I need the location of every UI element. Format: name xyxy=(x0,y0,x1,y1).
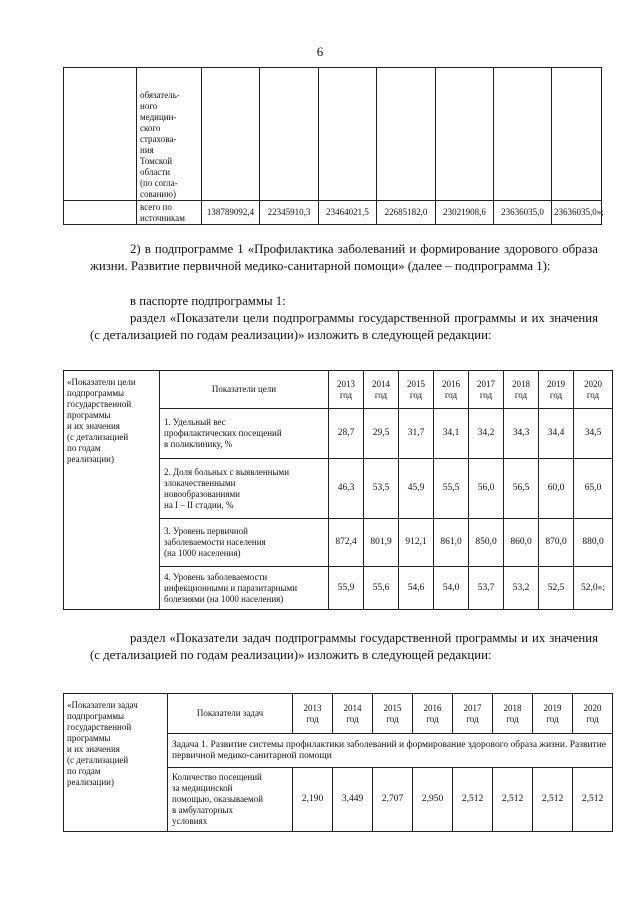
indicator-value: 45,9 xyxy=(399,459,434,519)
year-header: 2020 год xyxy=(574,371,613,409)
indicator-value: 29,5 xyxy=(364,409,399,459)
year-header: 2016 год xyxy=(413,694,453,734)
indicator-value: 2,512 xyxy=(533,768,573,832)
indicator-name: 2. Доля больных с выявленными злокачественными новообразованиями на I – II стадии, % xyxy=(160,459,329,519)
year-header: 2016 год xyxy=(434,371,469,409)
blank-cell xyxy=(64,68,137,201)
tasks-indicators-table xyxy=(63,693,613,832)
indicator-value: 2,512 xyxy=(453,768,493,832)
paragraph-subprogram-1 xyxy=(90,241,598,275)
paragraph-tasks-section xyxy=(90,630,598,664)
indicator-value: 53,7 xyxy=(469,567,504,610)
total-value: 23464021,5 xyxy=(319,201,377,225)
paragraph-text: раздел «Показатели цели подпрограммы государственной программы и их значения (с детализацией по годам реализации)» изложить в следующей редакции: xyxy=(90,311,598,342)
indicator-value: 2,707 xyxy=(373,768,413,832)
indicator-value: 2,190 xyxy=(293,768,333,832)
year-header: 2017 год xyxy=(469,371,504,409)
indicator-value: 46,3 xyxy=(329,459,364,519)
source-label: обязатель- ного медицин- ского страхова- ния Томской области (по согла- сованию) xyxy=(137,68,202,201)
year-header: 2019 год xyxy=(539,371,574,409)
indicator-value: 880,0 xyxy=(574,519,613,567)
indicator-value: 870,0 xyxy=(539,519,574,567)
indicator-name: Количество посещений за медицинской помощью, оказываемой в амбулаторных условиях xyxy=(168,768,293,832)
indicator-value: 34,4 xyxy=(539,409,574,459)
year-header: 2018 год xyxy=(504,371,539,409)
indicator-value: 801,9 xyxy=(364,519,399,567)
indicator-value: 54,6 xyxy=(399,567,434,610)
indicator-value: 860,0 xyxy=(504,519,539,567)
tasks-section-label: «Показатели задач подпрограммы государственной программы и их значения (с детализацией по годам реализации) xyxy=(64,694,168,832)
indicator-value: 54,0 xyxy=(434,567,469,610)
total-label: всего по источникам xyxy=(137,201,202,225)
indicator-value: 3,449 xyxy=(333,768,373,832)
paragraph-text: раздел «Показатели задач подпрограммы государственной программы и их значения (с детализацией по годам реализации)» изложить в следующей редакции: xyxy=(90,631,598,662)
indicator-value: 34,5 xyxy=(574,409,613,459)
goals-indicator-header: Показатели цели xyxy=(160,371,329,409)
indicator-value: 55,5 xyxy=(434,459,469,519)
page-number: 6 xyxy=(316,44,324,59)
total-value: 22685182,0 xyxy=(377,201,436,225)
indicator-value: 60,0 xyxy=(539,459,574,519)
year-header: 2017 год xyxy=(453,694,493,734)
indicator-value: 31,7 xyxy=(399,409,434,459)
indicator-value: 53,2 xyxy=(504,567,539,610)
indicator-value: 28,7 xyxy=(329,409,364,459)
indicator-value: 56,0 xyxy=(469,459,504,519)
year-header: 2014 год xyxy=(333,694,373,734)
indicator-value: 2,512 xyxy=(573,768,613,832)
goals-section-label: «Показатели цели подпрограммы государственной программы и их значения (с детализацией по годам реализации) xyxy=(64,371,160,610)
total-value: 138789092,4 xyxy=(202,201,260,225)
indicator-value: 34,3 xyxy=(504,409,539,459)
indicator-value: 52,0»; xyxy=(574,567,613,610)
indicator-value: 2,950 xyxy=(413,768,453,832)
indicator-value: 850,0 xyxy=(469,519,504,567)
indicator-value: 34,2 xyxy=(469,409,504,459)
indicator-value: 34,1 xyxy=(434,409,469,459)
indicator-name: 4. Уровень заболеваемости инфекционными и паразитарными болезнями (на 1000 населения) xyxy=(160,567,329,610)
funding-table-continuation xyxy=(63,67,602,225)
total-value: 23021908,6 xyxy=(436,201,494,225)
year-header: 2020 год xyxy=(573,694,613,734)
indicator-value: 861,0 xyxy=(434,519,469,567)
total-value: 23636035,0»; xyxy=(552,201,602,225)
year-header: 2013 год xyxy=(293,694,333,734)
year-header: 2019 год xyxy=(533,694,573,734)
total-value: 23636035,0 xyxy=(494,201,552,225)
year-header: 2015 год xyxy=(399,371,434,409)
indicator-value: 52,5 xyxy=(539,567,574,610)
indicator-value: 2,512 xyxy=(493,768,533,832)
indicator-value: 912,1 xyxy=(399,519,434,567)
paragraph-passport: в паспорте подпрограммы 1: xyxy=(130,294,286,308)
task-title: Задача 1. Развитие системы профилактики заболеваний и формирование здорового образа жизни. Развитие первичной медико-санитарной помощи xyxy=(168,734,613,768)
year-header: 2015 год xyxy=(373,694,413,734)
year-header: 2018 год xyxy=(493,694,533,734)
indicator-value: 872,4 xyxy=(329,519,364,567)
indicator-value: 65,0 xyxy=(574,459,613,519)
indicator-value: 55,6 xyxy=(364,567,399,610)
paragraph-text: 2) в подпрограмме 1 «Профилактика заболеваний и формирование здорового образа жизни. Развитие первичной медико-санитарной помощи» (далее – подпрограмма 1): xyxy=(90,242,598,273)
indicator-value: 55,9 xyxy=(329,567,364,610)
year-header: 2014 год xyxy=(364,371,399,409)
tasks-indicator-header: Показатели задач xyxy=(168,694,293,734)
paragraph-goals-section xyxy=(90,310,598,344)
indicator-name: 3. Уровень первичной заболеваемости населения (на 1000 населения) xyxy=(160,519,329,567)
total-value: 22345910,3 xyxy=(260,201,319,225)
indicator-name: 1. Удельный вес профилактических посещений в поликлинику, % xyxy=(160,409,329,459)
year-header: 2013 год xyxy=(329,371,364,409)
goals-indicators-table xyxy=(63,370,613,610)
indicator-value: 53,5 xyxy=(364,459,399,519)
indicator-value: 56,5 xyxy=(504,459,539,519)
